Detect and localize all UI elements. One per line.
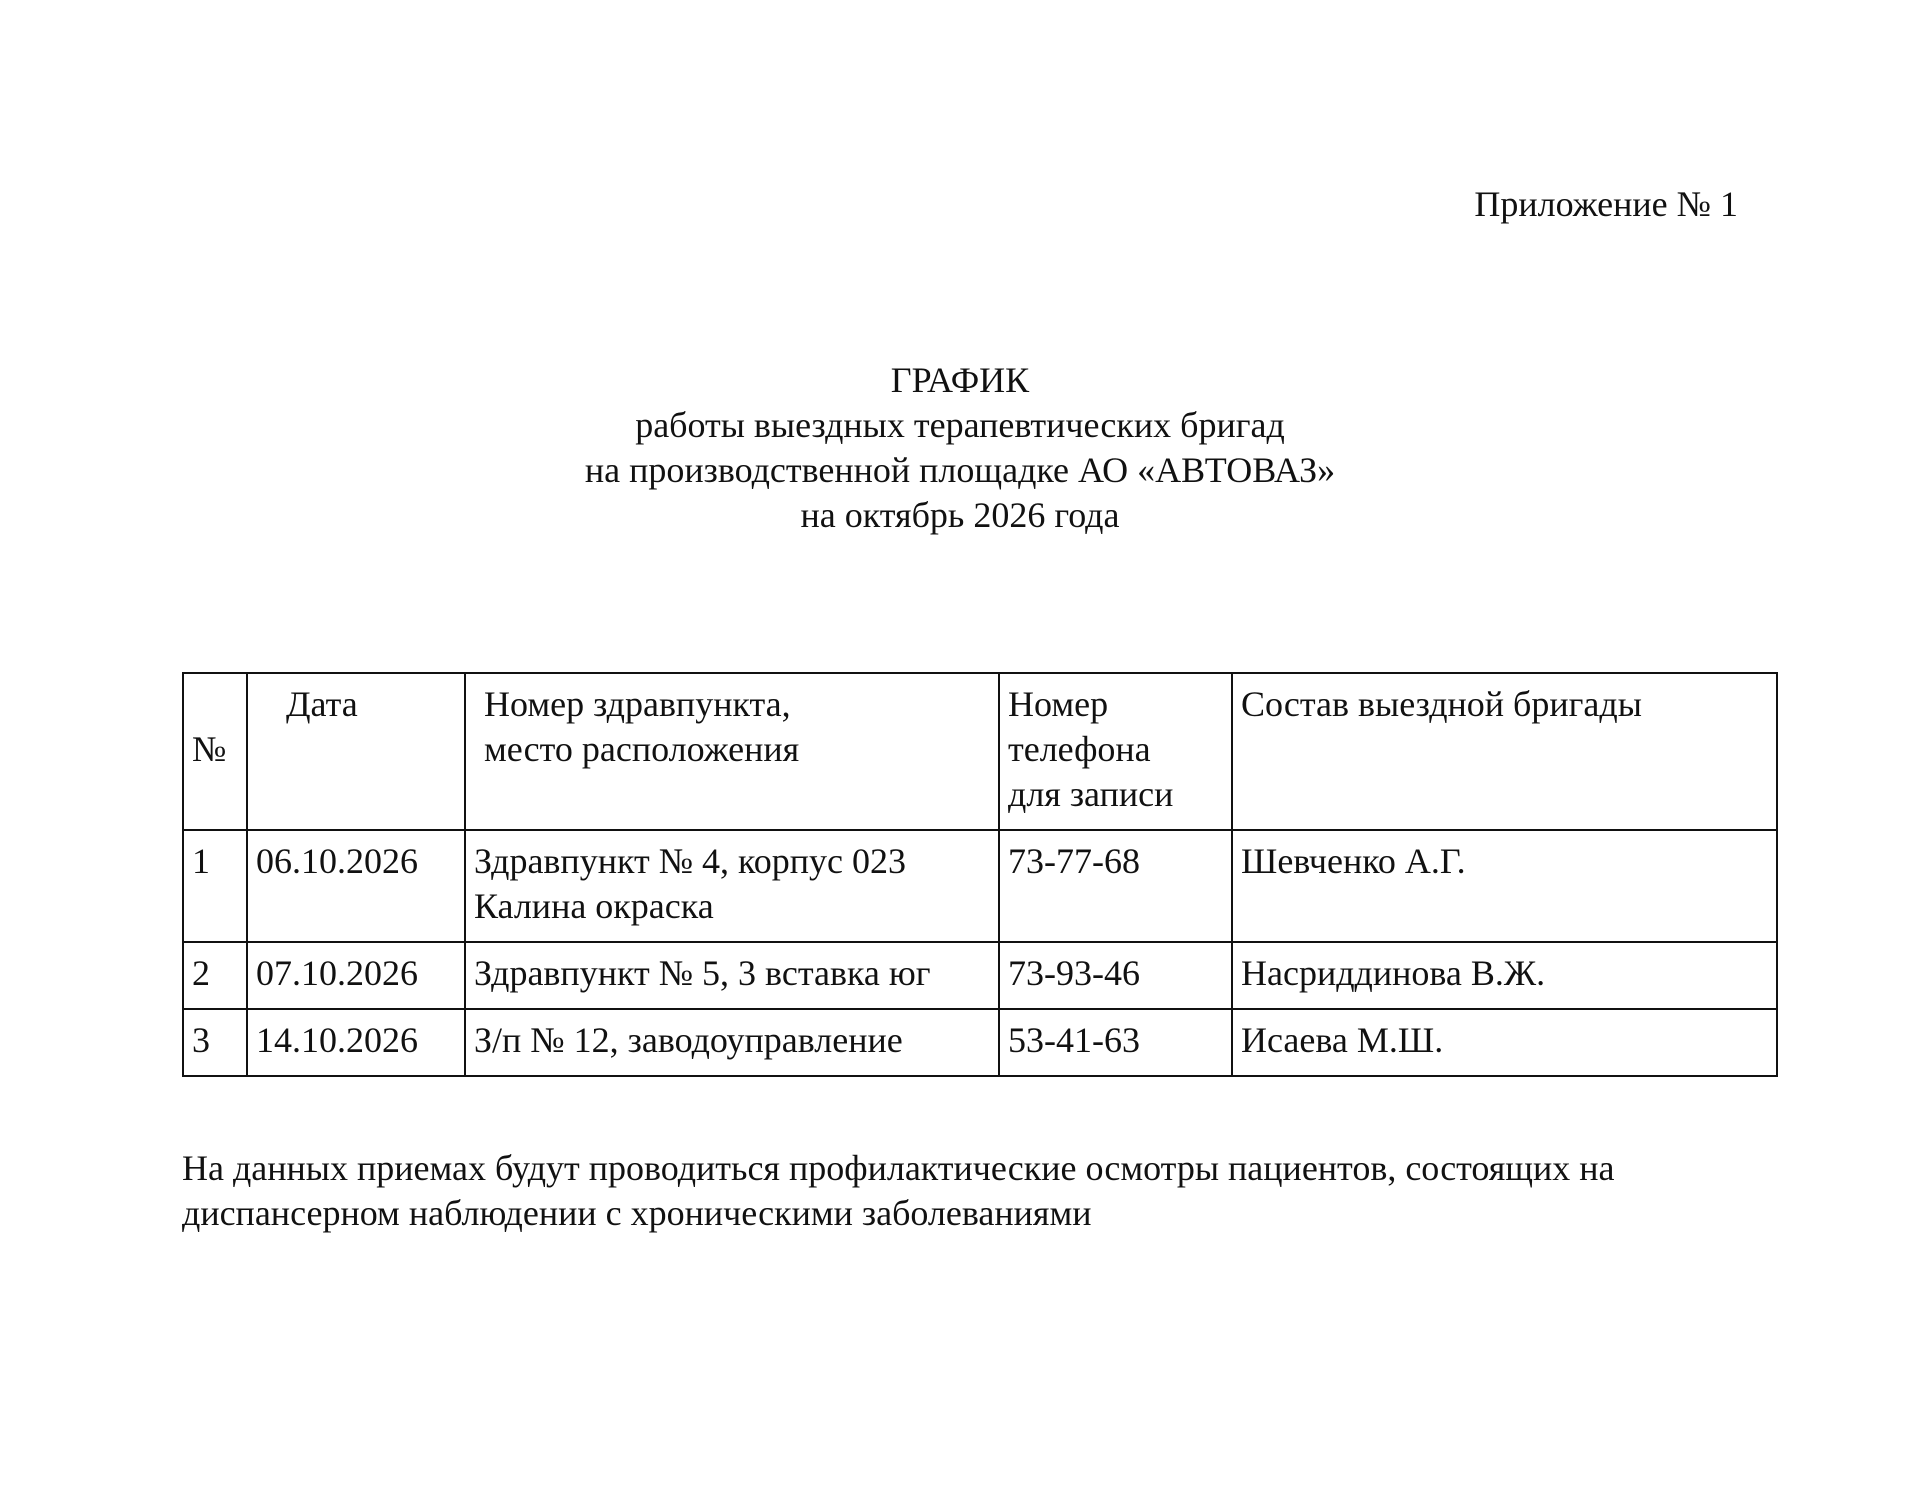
- table-row: [183, 1009, 1777, 1076]
- schedule-table: [182, 672, 1778, 1077]
- row-health-point-line: Калина окраска: [474, 886, 714, 926]
- document-title: [0, 358, 1920, 538]
- row-team: Насриддинова В.Ж.: [1232, 942, 1777, 1009]
- row-team: Исаева М.Ш.: [1232, 1009, 1777, 1076]
- title-subtitle-line: на производственной площадке АО «АВТОВАЗ»: [584, 450, 1336, 490]
- header-health-point-line: Номер здравпункта,: [484, 684, 791, 724]
- row-team: Шевченко А.Г.: [1232, 830, 1777, 942]
- row-date: 14.10.2026: [247, 1009, 465, 1076]
- row-number: 3: [183, 1009, 247, 1076]
- row-health-point: Здравпункт № 5, 3 вставка юг: [465, 942, 999, 1009]
- header-health-point-line: место расположения: [484, 729, 800, 769]
- header-health-point: [465, 673, 999, 830]
- title-heading: ГРАФИК: [890, 360, 1030, 400]
- header-number: №: [183, 673, 247, 830]
- table-row: [183, 942, 1777, 1009]
- header-phone: [999, 673, 1232, 830]
- header-phone-line: телефона: [1008, 729, 1151, 769]
- header-team: Состав выездной бригады: [1232, 673, 1777, 830]
- row-number: 1: [183, 830, 247, 942]
- header-phone-line: Номер: [1008, 684, 1109, 724]
- row-date: 07.10.2026: [247, 942, 465, 1009]
- row-health-point: З/п № 12, заводоуправление: [465, 1009, 999, 1076]
- footer-note: [182, 1146, 1742, 1236]
- row-health-point-line: Здравпункт № 4, корпус 023: [474, 841, 906, 881]
- appendix-label: Приложение № 1: [1474, 184, 1738, 224]
- row-date: 06.10.2026: [247, 830, 465, 942]
- footer-note-line: На данных приемах будут проводиться профилактические осмотры пациентов, состоящих на: [182, 1148, 1615, 1188]
- row-phone: 53-41-63: [999, 1009, 1232, 1076]
- header-date: Дата: [247, 673, 465, 830]
- table-row: [183, 830, 1777, 942]
- title-subtitle-line: работы выездных терапевтических бригад: [635, 405, 1285, 445]
- row-phone: 73-93-46: [999, 942, 1232, 1009]
- table-header-row: [183, 673, 1777, 830]
- row-health-point: [465, 830, 999, 942]
- title-period: на октябрь 2026 года: [800, 495, 1120, 535]
- row-number: 2: [183, 942, 247, 1009]
- header-phone-line: для записи: [1008, 774, 1174, 814]
- footer-note-line: диспансерном наблюдении с хроническими заболеваниями: [182, 1193, 1092, 1233]
- row-phone: 73-77-68: [999, 830, 1232, 942]
